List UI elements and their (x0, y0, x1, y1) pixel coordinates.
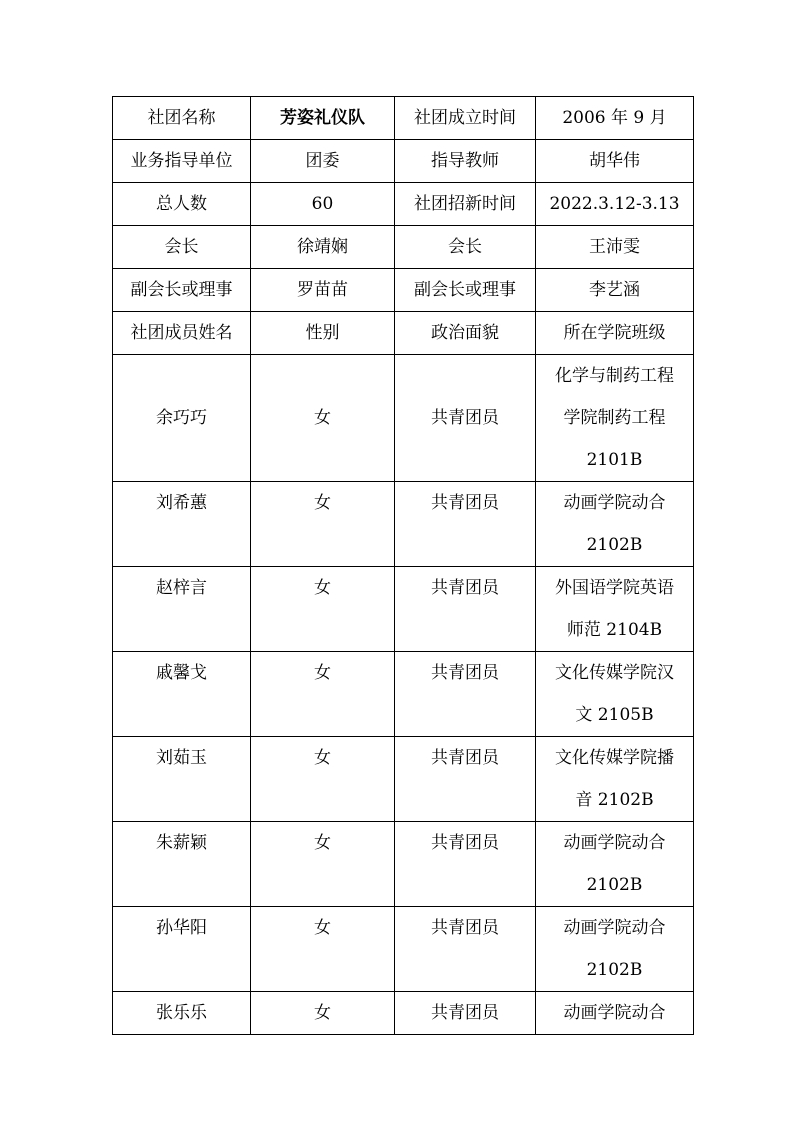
teacher-value: 胡华伟 (536, 140, 694, 183)
member-name: 孙华阳 (113, 907, 251, 992)
member-class (536, 907, 694, 992)
member-class-line: 2102B (586, 535, 643, 555)
vice-label-1: 副会长或理事 (113, 269, 251, 312)
row-unit (113, 140, 694, 183)
president-value-1: 徐靖娴 (251, 226, 395, 269)
recruit-value: 2022.3.12-3.13 (536, 183, 694, 226)
member-gender: 女 (251, 482, 395, 567)
member-row (113, 355, 694, 482)
member-political: 共青团员 (395, 652, 536, 737)
member-gender: 女 (251, 567, 395, 652)
member-name: 余巧巧 (113, 355, 251, 482)
member-gender: 女 (251, 737, 395, 822)
member-class (536, 822, 694, 907)
member-political: 共青团员 (395, 482, 536, 567)
member-name: 朱薪颖 (113, 822, 251, 907)
recruit-label: 社团招新时间 (395, 183, 536, 226)
member-class (536, 355, 694, 482)
member-name: 张乐乐 (113, 992, 251, 1035)
member-class: 动画学院动合 (536, 992, 694, 1035)
founded-label: 社团成立时间 (395, 97, 536, 140)
member-row (113, 737, 694, 822)
header-political: 政治面貌 (395, 312, 536, 355)
member-gender: 女 (251, 822, 395, 907)
member-name: 赵梓言 (113, 567, 251, 652)
member-row (113, 482, 694, 567)
row-total (113, 183, 694, 226)
vice-label-2: 副会长或理事 (395, 269, 536, 312)
member-class-line: 师范 2104B (566, 620, 663, 640)
member-class (536, 482, 694, 567)
member-gender: 女 (251, 907, 395, 992)
teacher-label: 指导教师 (395, 140, 536, 183)
row-vice (113, 269, 694, 312)
club-name-label: 社团名称 (113, 97, 251, 140)
member-row (113, 822, 694, 907)
row-club-name (113, 97, 694, 140)
member-political: 共青团员 (395, 992, 536, 1035)
member-gender: 女 (251, 652, 395, 737)
member-gender: 女 (251, 992, 395, 1035)
member-name: 戚馨戈 (113, 652, 251, 737)
vice-value-2: 李艺涵 (536, 269, 694, 312)
member-class (536, 567, 694, 652)
member-class-line: 动画学院动合 (563, 918, 666, 938)
header-name: 社团成员姓名 (113, 312, 251, 355)
member-gender: 女 (251, 355, 395, 482)
member-name: 刘茹玉 (113, 737, 251, 822)
header-gender: 性别 (251, 312, 395, 355)
total-label: 总人数 (113, 183, 251, 226)
member-political: 共青团员 (395, 567, 536, 652)
member-class-line: 学院制药工程 (563, 408, 666, 428)
member-row (113, 652, 694, 737)
president-value-2: 王沛雯 (536, 226, 694, 269)
header-class: 所在学院班级 (536, 312, 694, 355)
member-political: 共青团员 (395, 737, 536, 822)
member-political: 共青团员 (395, 822, 536, 907)
member-class-line: 文化传媒学院播 (555, 748, 674, 768)
member-row (113, 567, 694, 652)
president-label-1: 会长 (113, 226, 251, 269)
member-class (536, 652, 694, 737)
member-name: 刘希蕙 (113, 482, 251, 567)
member-class-line: 动画学院动合 (563, 833, 666, 853)
member-class-line: 文化传媒学院汉 (555, 663, 674, 683)
member-class-line: 外国语学院英语 (555, 578, 674, 598)
founded-value: 2006 年 9 月 (536, 97, 694, 140)
row-president (113, 226, 694, 269)
member-political: 共青团员 (395, 907, 536, 992)
vice-value-1: 罗苗苗 (251, 269, 395, 312)
member-class-line: 文 2105B (575, 705, 654, 725)
unit-label: 业务指导单位 (113, 140, 251, 183)
member-class-line: 动画学院动合 (563, 493, 666, 513)
row-member-headers (113, 312, 694, 355)
member-class-line: 音 2102B (575, 790, 654, 810)
member-class-line: 化学与制药工程 (555, 366, 674, 386)
club-name-value: 芳姿礼仪队 (251, 97, 395, 140)
member-class (536, 737, 694, 822)
member-class-line: 2101B (586, 450, 643, 470)
total-value: 60 (251, 183, 395, 226)
club-info-table (112, 96, 694, 1035)
member-class-line: 2102B (586, 960, 643, 980)
unit-value: 团委 (251, 140, 395, 183)
member-row (113, 992, 694, 1035)
president-label-2: 会长 (395, 226, 536, 269)
member-political: 共青团员 (395, 355, 536, 482)
member-row (113, 907, 694, 992)
member-class-line: 2102B (586, 875, 643, 895)
